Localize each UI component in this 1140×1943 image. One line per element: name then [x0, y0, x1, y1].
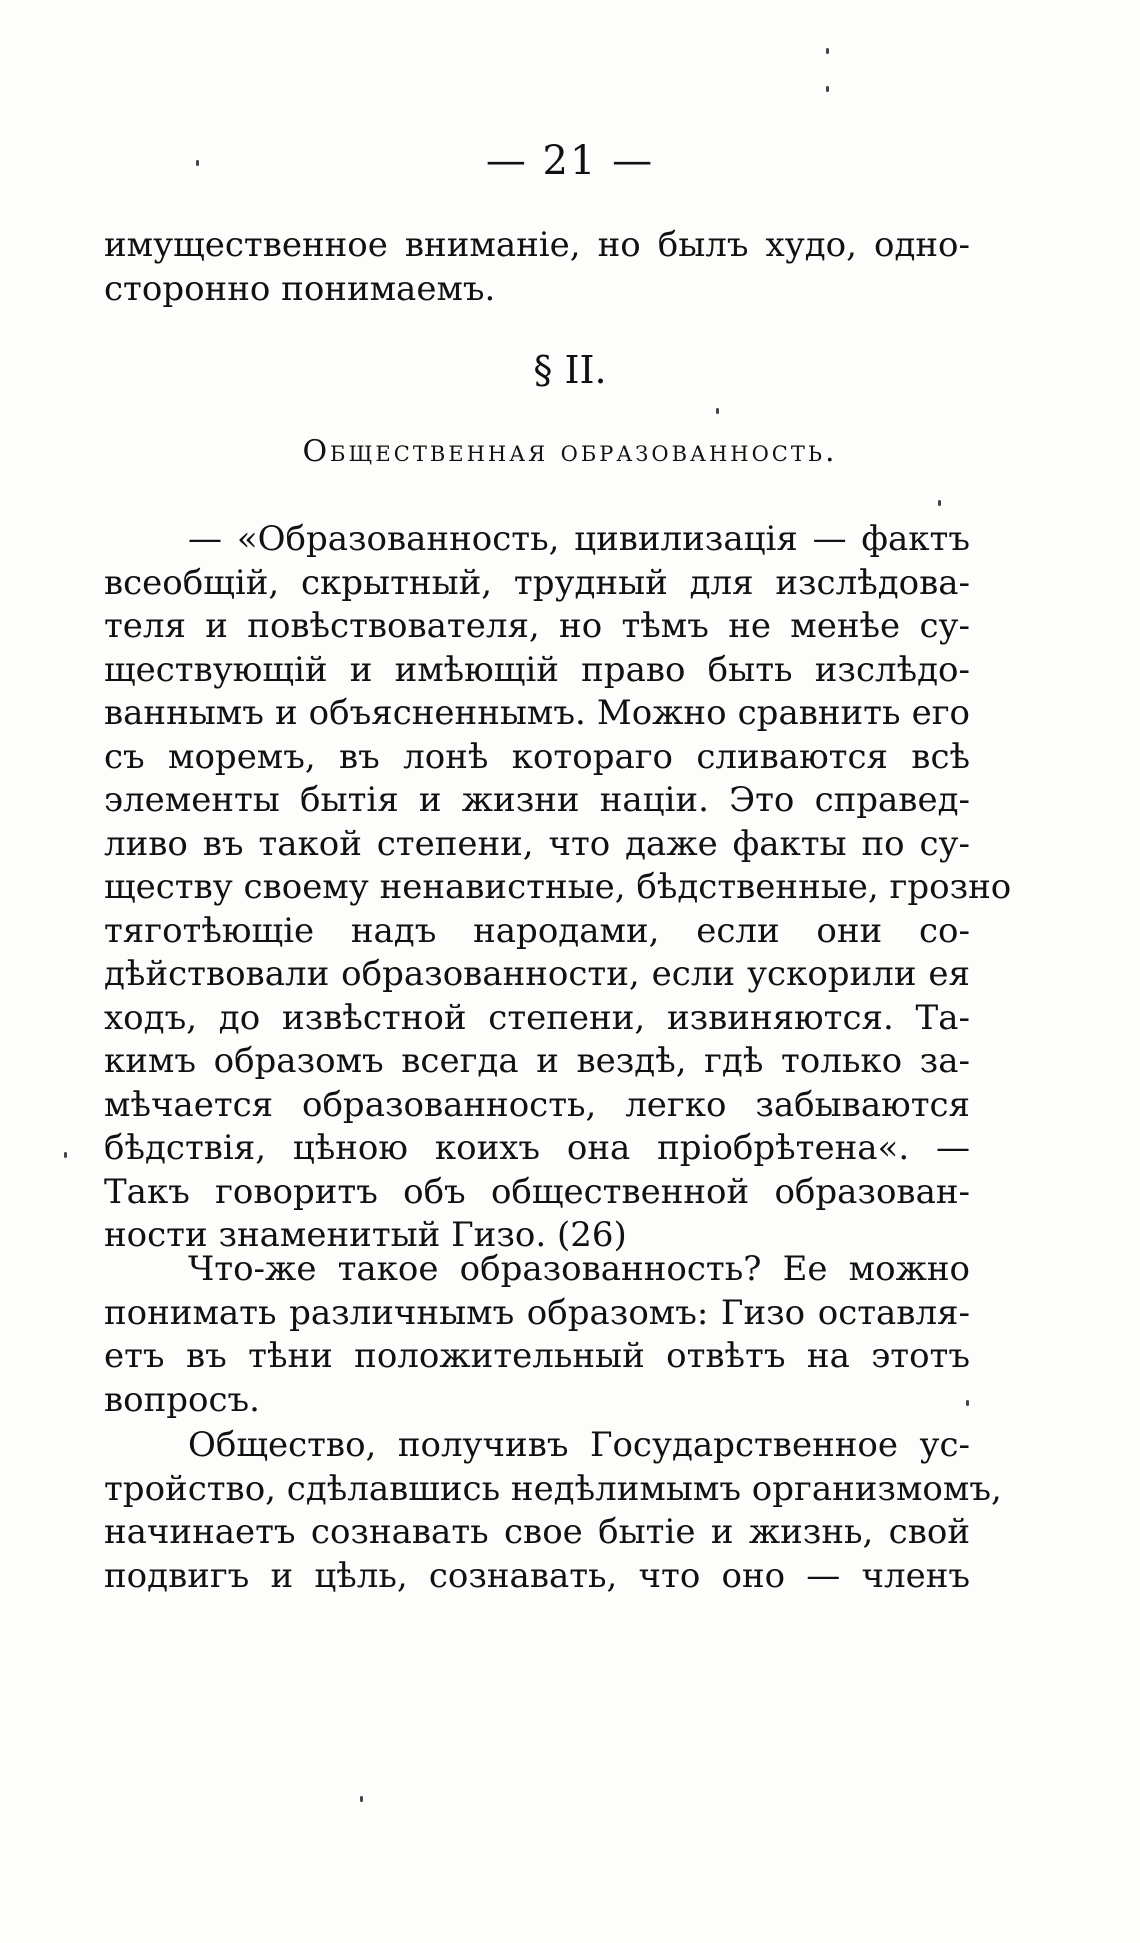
text-line: ваннымъ и объясненнымъ. Можно сравнить его: [104, 693, 970, 733]
section-number: § II.: [533, 348, 607, 392]
text-line: кимъ образомъ всегда и вездѣ, гдѣ только за-: [104, 1041, 970, 1081]
page-number: — 21 —: [485, 138, 655, 184]
text-line: ществу своему ненавистные, бѣдственные, грозно: [104, 867, 1012, 907]
text-line: мѣчается образованность, легко забываются: [104, 1084, 970, 1125]
text-line: понимать различнымъ образомъ: Гизо оставля-: [104, 1292, 970, 1333]
continued-paragraph: [104, 224, 970, 311]
print-speck: [938, 500, 941, 506]
text-line: тяготѣющіе надъ народами, если они со-: [104, 910, 970, 951]
text-line: вопросъ.: [104, 1379, 260, 1420]
print-speck: [64, 1152, 67, 1158]
text-line: элементы бытія и жизни націи. Это справед-: [104, 780, 970, 820]
text-line: всеобщій, скрытный, трудный для изслѣдова-: [104, 562, 970, 603]
text-line: ществующій и имѣющій право быть изслѣдо-: [104, 649, 970, 690]
print-speck: [360, 1796, 363, 1802]
quotation-paragraph: [104, 518, 1012, 1258]
text-line: ности знаменитый Гизо. (26): [104, 1215, 627, 1255]
text-line: съ моремъ, въ лонѣ котораго сливаются всѣ: [104, 736, 970, 777]
text-line: ливо въ такой степени, что даже факты по су-: [104, 823, 970, 864]
print-speck: [716, 408, 719, 414]
paragraph: [104, 1248, 970, 1422]
print-speck: [966, 1400, 969, 1406]
text-line: Такъ говоритъ объ общественной образован-: [104, 1171, 970, 1212]
text-line: ходъ, до извѣстной степени, извиняются. Та-: [104, 997, 970, 1038]
print-speck: [826, 48, 829, 54]
print-speck: [196, 160, 199, 166]
text-line: начинаетъ сознавать свое бытіе и жизнь, свой: [104, 1512, 970, 1552]
text-line: бѣдствія, цѣною коихъ она пріобрѣтена«. —: [104, 1128, 970, 1168]
text-line: Общество, получивъ Государственное ус-: [188, 1425, 970, 1465]
text-line: подвигъ и цѣль, сознавать, что оно — членъ: [104, 1555, 970, 1596]
text-line: имущественное вниманіе, но былъ худо, одно-: [104, 225, 970, 265]
text-line: Что-же такое образованность? Ее можно: [188, 1249, 970, 1289]
text-line: — «Образованность, цивилизація — фактъ: [188, 519, 970, 559]
section-title: Общественная образованность.: [302, 434, 838, 469]
print-speck: [826, 86, 829, 92]
text-line: етъ въ тѣни положительный отвѣтъ на этотъ: [104, 1336, 970, 1376]
text-line: тройство, сдѣлавшись недѣлимымъ организмомъ,: [104, 1468, 1002, 1509]
text-line: теля и повѣствователя, но тѣмъ не менѣе су-: [104, 606, 970, 646]
text-line: сторонно понимаемъ.: [104, 268, 496, 309]
text-line: дѣйствовали образованности, если ускорили ея: [104, 954, 970, 994]
paragraph: [104, 1424, 1002, 1598]
